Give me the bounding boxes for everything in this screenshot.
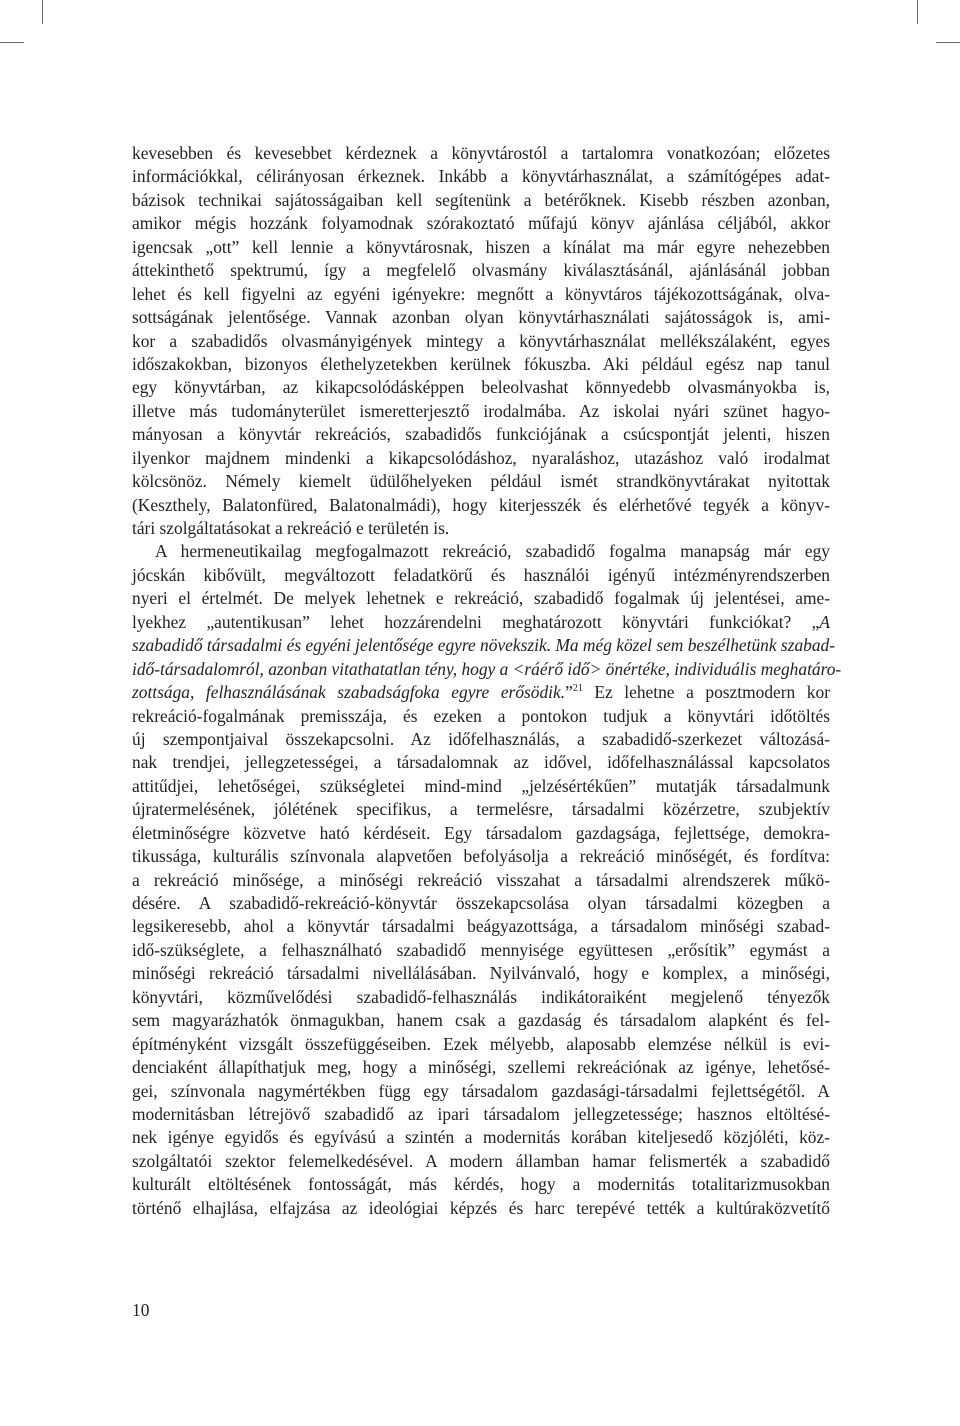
text-line: (Keszthely, Balatonfüred, Balatonalmádi), hogy kiterjesszék és elérhetővé tegyék a könyv- bbox=[132, 494, 830, 515]
text-line: illetve más tudományterület ismeretterjesztő irodalmába. Az iskolai nyári szünet hagyo- bbox=[132, 400, 830, 421]
text-line: jócskán kibővült, megváltozott feladatkörű és használói igényű intézményrendszerben bbox=[132, 564, 830, 585]
italic-segment: A bbox=[819, 611, 830, 632]
text-line: időszakokban, bizonyos élethelyzetekben kerülnek fókuszba. Aki például egész nap tanul bbox=[132, 353, 830, 374]
text-line: idő-társadalomról, azonban vitathatatlan tény, hogy a <ráérő idő> önértéke, individuális meghatáro- bbox=[132, 658, 842, 679]
text-line: a rekreáció minősége, a minőségi rekreáció visszahat a társadalmi alrendszerek műkö- bbox=[132, 869, 830, 890]
text-line: újratermelésének, jólétének specifikus, a termelésre, társadalmi közérzetre, szubjektív bbox=[132, 799, 830, 820]
text-segment: lyekhez „autentikusan” lehet hozzárendelni meghatározott könyvtári funkciókat? „ bbox=[132, 611, 820, 632]
page-number: 10 bbox=[132, 1300, 150, 1320]
crop-mark-top-left bbox=[0, 42, 24, 43]
text-line: A hermeneutikailag megfogalmazott rekreáció, szabadidő fogalma manapság már egy bbox=[155, 541, 830, 562]
italic-segment: zottsága, felhasználásának szabadságfoka egyre erősödik. bbox=[132, 682, 566, 703]
text-line: egy könyvtárban, az kikapcsolódásképpen beleolvashat könnyedebb olvasmányokba is, bbox=[132, 377, 830, 398]
text-line: sem magyarázhatók önmagukban, hanem csak a gazdaság és társadalom alapként és fel- bbox=[132, 1010, 830, 1031]
text-line: lehet és kell figyelni az egyéni igényekre: megnőtt a könyvtáros tájékozottságának, olva- bbox=[132, 283, 830, 304]
crop-mark-top-left-vertical bbox=[42, 0, 43, 24]
text-line: désére. A szabadidő-rekreáció-könyvtár összekapcsolása olyan társadalmi közegben a bbox=[132, 893, 830, 913]
text-line bbox=[132, 611, 830, 634]
text-line: szolgáltatói szektor felemelkedésével. A modern államban hamar felismerték a szabadidő bbox=[132, 1150, 830, 1171]
text-line: építményként vizsgált összefüggéseiben. Ezek mélyebb, alaposabb elemzése nélkül is evi- bbox=[132, 1033, 830, 1054]
text-line: nak trendjei, jellegzetességei, a társadalomnak az idővel, időfelhasználással kapcsolatos bbox=[132, 752, 830, 773]
text-line: attitűdjei, lehetőségei, szükségletei mind-mind „jelzésértékűen” mutatják társadalmunk bbox=[132, 775, 830, 796]
footnote-marker: 21 bbox=[572, 683, 583, 695]
text-line: történő elhajlása, elfajzása az ideológiai képzés és harc terepévé tették a kultúraközvetítő bbox=[132, 1197, 830, 1218]
text-line: ilyenkor majdnem mindenki a kikapcsolódáshoz, nyaraláshoz, utazáshoz való irodalmat bbox=[132, 447, 830, 468]
text-line: információkkal, célirányosan érkeznek. Inkább a könyvtárhasználat, a számítógépes adat- bbox=[132, 166, 830, 187]
text-line: kevesebben és kevesebbet kérdeznek a könyvtárostól a tartalomra vonatkozóan; előzetes bbox=[132, 143, 830, 163]
text-line: nek igénye egyidős és egyívású a szintén a modernitás korában kiteljesedő közjóléti, köz- bbox=[132, 1127, 830, 1148]
body-text bbox=[132, 142, 842, 1220]
text-line: könyvtári, közművelődési szabadidő-felhasználás indikátoraiként megjelenő tényezők bbox=[132, 986, 830, 1007]
text-segment: Ez lehetne a posztmodern kor bbox=[582, 682, 830, 703]
text-line: mányosan a könyvtár rekreációs, szabadidős funkciójának a csúcspontját jelenti, hiszen bbox=[132, 424, 830, 445]
text-line: minőségi rekreáció társadalmi nivellálásában. Nyilvánvaló, hogy e komplex, a minőségi, bbox=[132, 963, 830, 984]
text-line: szabadidő társadalmi és egyéni jelentősége egyre növekszik. Ma még közel sem beszélhetünk szabad- bbox=[132, 635, 836, 656]
text-line: denciaként állapíthatjuk meg, hogy a minőségi, szellemi rekreációnak az igénye, lehetősé- bbox=[132, 1057, 830, 1078]
text-line: tikussága, kulturális színvonala alapvetően befolyásolja a rekreáció minőségét, és fordítva: bbox=[132, 846, 830, 867]
text-line: életminőségre közvetve ható kérdéseit. Egy társadalom gazdagsága, fejlettsége, demokra- bbox=[132, 822, 830, 843]
text-line: sottságának jelentősége. Vannak azonban olyan könyvtárhasználati sajátosságok is, ami- bbox=[132, 307, 830, 328]
text-line: kölcsönöz. Némely kiemelt üdülőhelyeken például ismét strandkönyvtárakat nyitottak bbox=[132, 471, 830, 492]
text-line: kulturált eltöltésének fontosságát, más kérdés, hogy a modernitás totalitarizmusokban bbox=[132, 1174, 830, 1195]
text-line bbox=[132, 681, 830, 704]
text-line: igencsak „ott” kell lennie a könyvtárosnak, hiszen a kínálat ma már egyre nehezebben bbox=[132, 236, 830, 257]
text-segment: ” bbox=[565, 682, 573, 703]
text-line: áttekinthető spektrumú, így a megfelelő olvasmány kiválasztásánál, ajánlásánál jobban bbox=[132, 260, 830, 281]
text-line: bázisok technikai sajátosságaiban kell segítenünk a betérőknek. Kisebb részben azonban, bbox=[132, 189, 830, 210]
text-line: idő-szükséglete, a felhasználható szabadidő mennyisége együttesen „erősítik” egymást a bbox=[132, 939, 830, 960]
text-line: rekreáció-fogalmának premisszája, és ezeken a pontokon tudjuk a könyvtári időtöltés bbox=[132, 705, 830, 726]
text-line: kor a szabadidős olvasmányigények mintegy a könyvtárhasználat mellékszálaként, egyes bbox=[132, 330, 830, 351]
text-line: gei, színvonala nagymértékben függ egy társadalom gazdasági-társadalmi fejlettségétől. A bbox=[132, 1080, 830, 1101]
text-line: tári szolgáltatásokat a rekreáció e területén is. bbox=[132, 518, 450, 538]
text-line: modernitásban létrejövő szabadidő az ipari társadalom jellegzetessége; hasznos eltöltésé- bbox=[132, 1103, 830, 1124]
crop-mark-top-right bbox=[936, 42, 960, 43]
crop-mark-top-right-vertical bbox=[917, 0, 918, 24]
text-line: új szempontjaival összekapcsolni. Az időfelhasználás, a szabadidő-szerkezet változásá- bbox=[132, 728, 830, 749]
text-line: legsikeresebb, ahol a könyvtár társadalmi beágyazottsága, a társadalom minőségi szabad- bbox=[132, 916, 830, 937]
text-line: amikor mégis hozzánk folyamodnak szórakoztató műfajú könyv ajánlása céljából, akkor bbox=[132, 213, 830, 234]
text-line: nyeri el értelmét. De melyek lehetnek e rekreáció, szabadidő fogalmak új jelentései, ame- bbox=[132, 588, 830, 609]
